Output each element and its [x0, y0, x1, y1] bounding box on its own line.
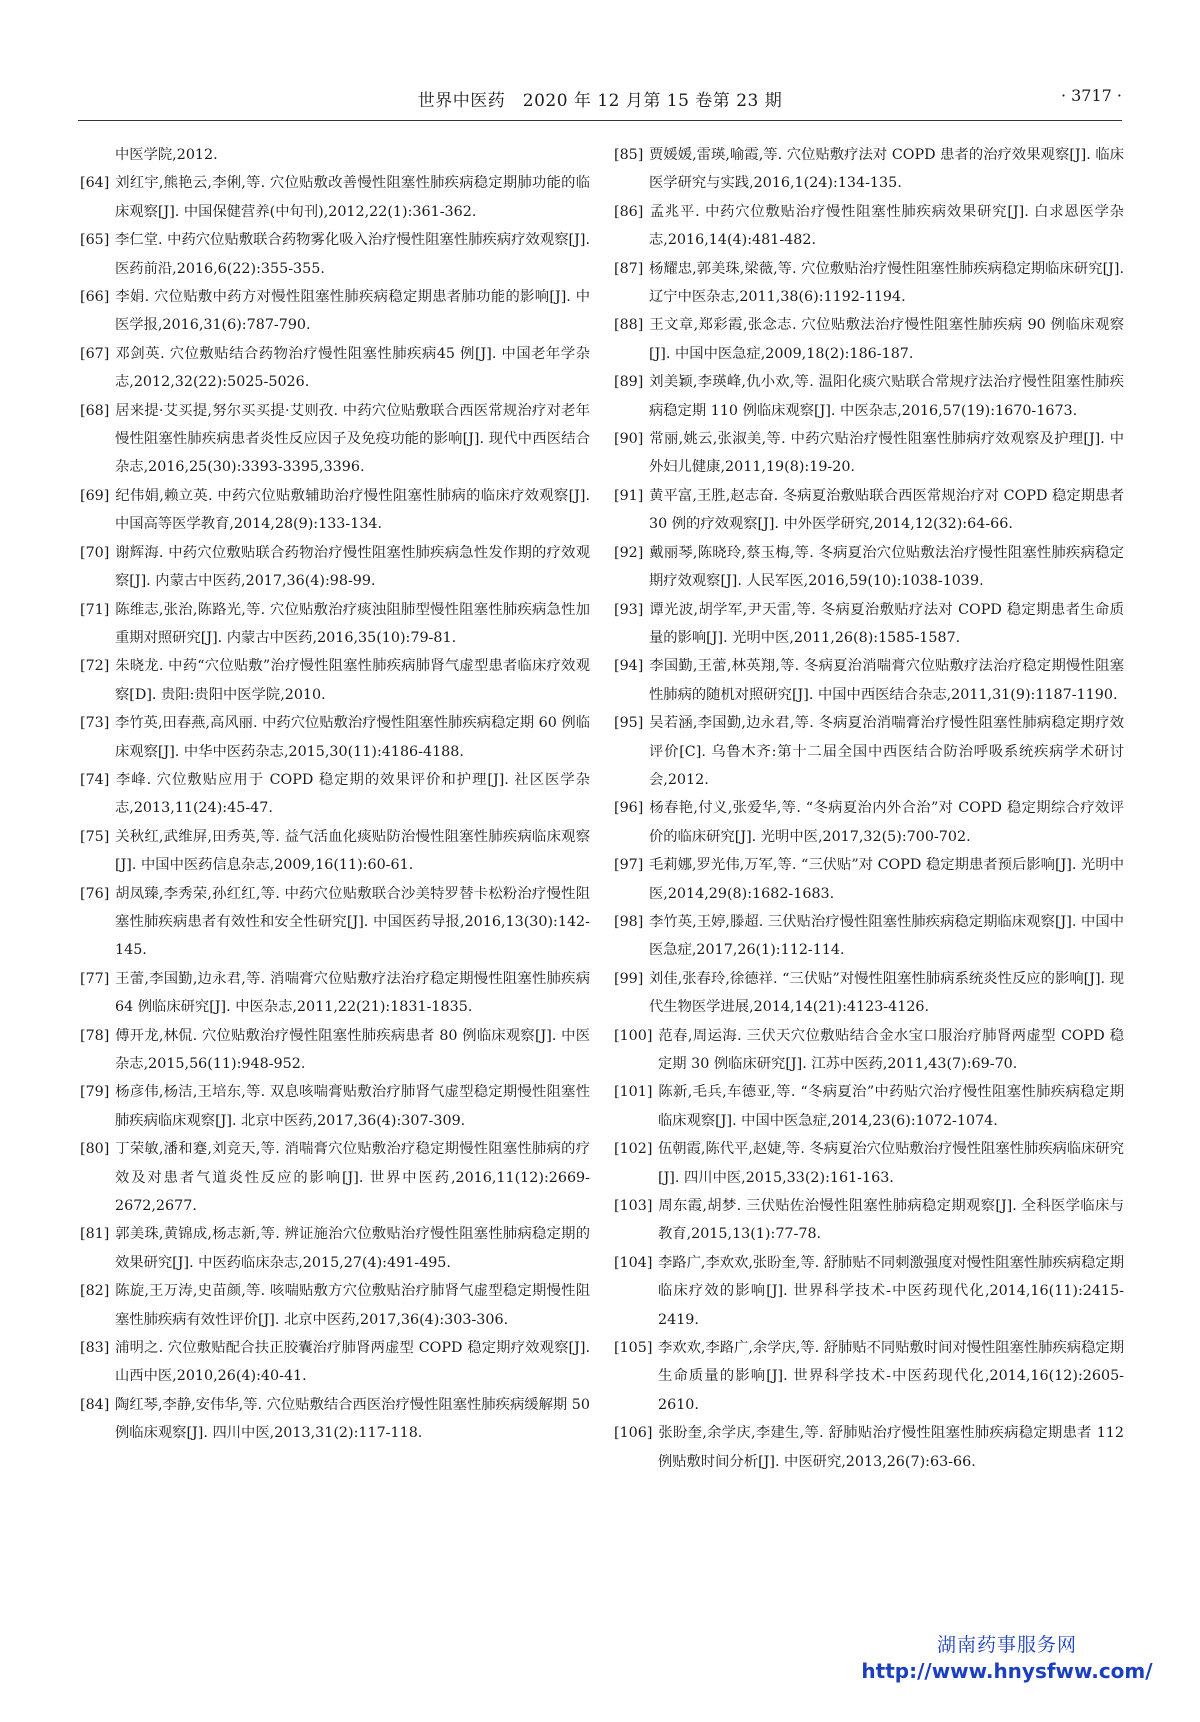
reference-text: 丁荣敏,潘和蹇,刘竞天,等. 消喘膏穴位贴敷治疗稳定期慢性阻塞性肺病的疗效及对患者气道炎性反应的影响[J]. 世界中医药,2016,11(12):2669-2672,2677. [115, 1141, 590, 1215]
right-column [614, 141, 1124, 1476]
reference-entry [614, 794, 1124, 851]
reference-entry [80, 1022, 590, 1079]
reference-entry [80, 226, 590, 283]
reference-number: [81] [80, 1226, 110, 1243]
reference-entry [614, 539, 1124, 596]
reference-text: 傅开龙,林侃. 穴位贴敷治疗慢性阻塞性肺疾病患者 80 例临床观察[J]. 中医杂志,2015,56(11):948-952. [115, 1027, 590, 1072]
reference-number: [99] [614, 970, 644, 987]
reference-entry [614, 1192, 1124, 1249]
reference-number: [94] [614, 658, 644, 675]
reference-entry [80, 340, 590, 397]
reference-text: 刘美颖,李瑛峰,仇小欢,等. 温阳化痰穴贴联合常规疗法治疗慢性阻塞性肺疾病稳定期 110 例临床观察[J]. 中医杂志,2016,57(19):1670-1673. [649, 374, 1124, 419]
reference-text: 关秋红,武维屏,田秀英,等. 益气活血化痰贴防治慢性阻塞性肺疾病临床观察[J]. 中国中医药信息杂志,2009,16(11):60-61. [115, 828, 590, 874]
reference-entry [614, 908, 1124, 965]
reference-text: 陶红琴,李静,安伟华,等. 穴位贴敷结合西医治疗慢性阻塞性肺疾病缓解期 50 例临床观察[J]. 四川中医,2013,31(2):117-118. [115, 1396, 590, 1442]
reference-text: 邓剑英. 穴位敷贴结合药物治疗慢性阻塞性肺疾病45 例[J]. 中国老年学杂志,2012,32(22):5025-5026. [115, 345, 590, 391]
reference-number: [75] [80, 828, 110, 845]
reference-number: [87] [614, 260, 644, 277]
reference-entry [614, 1135, 1124, 1192]
running-header [78, 78, 1122, 121]
reference-text: 常丽,姚云,张淑美,等. 中药穴贴治疗慢性阻塞性肺病疗效观察及护理[J]. 中外妇儿健康,2011,19(8):19-20. [649, 431, 1124, 476]
watermark-site-name: 湖南药事服务网 [936, 1634, 1077, 1656]
reference-number: [72] [80, 658, 110, 675]
reference-number: [97] [614, 857, 644, 874]
reference-entry [80, 965, 590, 1022]
reference-number: [80] [80, 1141, 110, 1158]
reference-number: [95] [614, 715, 644, 732]
reference-number: [66] [80, 289, 110, 306]
reference-number: [77] [80, 970, 110, 987]
reference-entry [80, 596, 590, 653]
reference-text: 王蕾,李国勤,边永君,等. 消喘膏穴位贴敷疗法治疗稳定期慢性阻塞性肺疾病 64 例临床研究[J]. 中医杂志,2011,22(21):1831-1835. [115, 970, 590, 1016]
reference-number: [84] [80, 1396, 110, 1413]
watermark [852, 1632, 1162, 1684]
reference-number: [102] [614, 1141, 653, 1158]
reference-text: 刘佳,张春玲,徐德祥. “三伏贴”对慢性阻塞性肺病系统炎性反应的影响[J]. 现代生物医学进展,2014,14(21):4123-4126. [649, 970, 1124, 1016]
reference-entry [614, 1334, 1124, 1419]
reference-text: 浦明之. 穴位敷贴配合扶正胶囊治疗肺肾两虚型 COPD 稳定期疗效观察[J]. 山西中医,2010,26(4):40-41. [115, 1340, 590, 1385]
reference-entry [80, 652, 590, 709]
reference-number: [78] [80, 1027, 110, 1044]
reference-entry [80, 709, 590, 766]
journal-issue-line: 世界中医药 2020 年 12 月第 15 卷第 23 期 [417, 91, 783, 111]
reference-entry [80, 1277, 590, 1334]
page-number: · 3717 · [1060, 86, 1122, 105]
reference-number: [79] [80, 1084, 110, 1101]
reference-number: [74] [80, 771, 110, 788]
reference-number: [82] [80, 1283, 110, 1300]
reference-text: 谭光波,胡学军,尹天雷,等. 冬病夏治敷贴疗法对 COPD 稳定期患者生命质量的影响[J]. 光明中医,2011,26(8):1585-1587. [649, 601, 1124, 646]
reference-text: 王文章,郑彩霞,张念志. 穴位贴敷法治疗慢性阻塞性肺疾病 90 例临床观察[J]. 中国中医急症,2009,18(2):186-187. [649, 317, 1124, 362]
reference-number: [88] [614, 317, 644, 334]
reference-number: [70] [80, 544, 110, 561]
reference-entry [614, 1249, 1124, 1334]
reference-number: [73] [80, 715, 110, 732]
reference-entry [80, 1078, 590, 1135]
reference-text: 谢辉海. 中药穴位敷贴联合药物治疗慢性阻塞性肺疾病急性发作期的疗效观察[J]. 内蒙古中医药,2017,36(4):98-99. [115, 544, 590, 590]
reference-text: 黄平富,王胜,赵志奋. 冬病夏治敷贴联合西医常规治疗对 COPD 稳定期患者 30 例的疗效观察[J]. 中外医学研究,2014,12(32):64-66. [649, 487, 1124, 533]
reference-entry [80, 482, 590, 539]
reference-entry [80, 539, 590, 596]
right-reference-list [614, 141, 1124, 1476]
reference-text: 李欢欢,李路广,余学庆,等. 舒肺贴不同贴敷时间对慢性阻塞性肺疾病稳定期生命质量的影响[J]. 世界科学技术-中医药现代化,2014,16(12):2605-2610. [658, 1340, 1124, 1413]
reference-text: 胡凤臻,李秀荣,孙红红,等. 中药穴位贴敷联合沙美特罗替卡松粉治疗慢性阻塞性肺疾病患者有效性和安全性研究[J]. 中国医药导报,2016,13(30):142-145. [115, 885, 590, 959]
reference-entry [614, 709, 1124, 794]
reference-entry [614, 1022, 1124, 1079]
reference-text: 陈维志,张治,陈路光,等. 穴位贴敷治疗痰浊阻肺型慢性阻塞性肺疾病急性加重期对照研究[J]. 内蒙古中医药,2016,35(10):79-81. [115, 601, 590, 646]
reference-text: 郭美珠,黄锦成,杨志新,等. 辨证施治穴位敷贴治疗慢性阻塞性肺病稳定期的效果研究[J]. 中医药临床杂志,2015,27(4):491-495. [115, 1226, 590, 1271]
reference-text: 居来提·艾买提,努尔买买提·艾则孜. 中药穴位贴敷联合西医常规治疗对老年慢性阻塞性肺疾病患者炎性反应因子及免疫功能的影响[J]. 现代中西医结合杂志,2016,25(30):3393-3395,3396. [115, 402, 590, 476]
reference-number: [106] [614, 1425, 653, 1442]
reference-number: [71] [80, 601, 110, 618]
reference-number: [103] [614, 1198, 653, 1215]
reference-text: 朱晓龙. 中药“穴位贴敷”治疗慢性阻塞性肺疾病肺肾气虚型患者临床疗效观察[D]. 贵阳:贵阳中医学院,2010. [115, 658, 590, 703]
reference-number: [68] [80, 402, 110, 419]
reference-number: [64] [80, 175, 110, 192]
reference-text: 贾媛媛,雷瑛,喻霞,等. 穴位贴敷疗法对 COPD 患者的治疗效果观察[J]. 临床医学研究与实践,2016,1(24):134-135. [649, 147, 1124, 192]
reference-number: [67] [80, 345, 110, 362]
reference-entry [80, 1135, 590, 1220]
reference-entry [614, 652, 1124, 709]
reference-number: [76] [80, 885, 110, 902]
reference-entry [80, 880, 590, 965]
reference-text: 李国勤,王蕾,林英翔,等. 冬病夏治消喘膏穴位贴敷疗法治疗稳定期慢性阻塞性肺病的随机对照研究[J]. 中国中西医结合杂志,2011,31(9):1187-1190. [649, 658, 1124, 703]
reference-text: 范春,周运海. 三伏天穴位敷贴结合金水宝口服治疗肺肾两虚型 COPD 稳定期 30 例临床研究[J]. 江苏中医药,2011,43(7):69-70. [658, 1027, 1124, 1072]
reference-text: 吴若涵,李国勤,边永君,等. 冬病夏治消喘膏治疗慢性阻塞性肺病稳定期疗效评价[C]. 乌鲁木齐:第十二届全国中西医结合防治呼吸系统疾病学术研讨会,2012. [649, 715, 1124, 788]
reference-text: 周东霞,胡梦. 三伏贴佐治慢性阻塞性肺病稳定期观察[J]. 全科医学临床与教育,2015,13(1):77-78. [658, 1198, 1124, 1243]
reference-number: [100] [614, 1027, 653, 1044]
reference-number: [104] [614, 1254, 653, 1271]
reference-entry [80, 169, 590, 226]
reference-number: [96] [614, 800, 644, 817]
reference-text: 李仁堂. 中药穴位贴敷联合药物雾化吸入治疗慢性阻塞性肺疾病疗效观察[J]. 医药前沿,2016,6(22):355-355. [115, 232, 590, 277]
reference-entry [614, 1078, 1124, 1135]
reference-text: 刘红宇,熊艳云,李俐,等. 穴位贴敷改善慢性阻塞性肺疾病稳定期肺功能的临床观察[J]. 中国保健营养(中旬刊),2012,22(1):361-362. [115, 175, 590, 220]
reference-number: [93] [614, 601, 644, 618]
reference-number: [89] [614, 374, 644, 391]
reference-entry [80, 1220, 590, 1277]
reference-text: 孟兆平. 中药穴位敷贴治疗慢性阻塞性肺疾病效果研究[J]. 白求恩医学杂志,2016,14(4):481-482. [649, 203, 1124, 249]
reference-entry [80, 766, 590, 823]
reference-text: 杨春艳,付义,张爱华,等. “冬病夏治内外合治”对 COPD 稳定期综合疗效评价的临床研究[J]. 光明中医,2017,32(5):700-702. [649, 800, 1124, 845]
reference-entry [80, 1334, 590, 1391]
reference-text: 毛莉娜,罗光伟,万军,等. “三伏贴”对 COPD 稳定期患者预后影响[J]. 光明中医,2014,29(8):1682-1683. [649, 857, 1124, 902]
reference-text: 李竹英,田春燕,高风丽. 中药穴位贴敷治疗慢性阻塞性肺疾病稳定期 60 例临床观察[J]. 中华中医药杂志,2015,30(11):4186-4188. [115, 715, 590, 760]
reference-entry [614, 141, 1124, 198]
reference-entry [614, 311, 1124, 368]
reference-entry [614, 425, 1124, 482]
reference-entry [80, 283, 590, 340]
reference-number: [85] [614, 147, 644, 163]
reference-number: [105] [614, 1340, 653, 1357]
reference-entry [614, 198, 1124, 255]
reference-entry [614, 965, 1124, 1022]
reference-number: [90] [614, 431, 644, 448]
reference-number: [98] [614, 913, 644, 930]
reference-continuation: 中医学院,2012. [115, 147, 218, 163]
reference-number: [92] [614, 544, 644, 561]
reference-text: 纪伟娟,赖立英. 中药穴位贴敷辅助治疗慢性阻塞性肺病的临床疗效观察[J]. 中国高等医学教育,2014,28(9):133-134. [115, 487, 590, 533]
left-column [80, 141, 590, 1448]
reference-entry [80, 1391, 590, 1448]
reference-number: [101] [614, 1084, 653, 1101]
reference-number: [65] [80, 232, 110, 249]
reference-text: 杨彦伟,杨洁,王培东,等. 双息咳喘膏贴敷治疗肺肾气虚型稳定期慢性阻塞性肺疾病临床观察[J]. 北京中医药,2017,36(4):307-309. [115, 1084, 590, 1129]
reference-number: [83] [80, 1340, 110, 1357]
reference-text: 李峰. 穴位敷贴应用于 COPD 稳定期的效果评价和护理[J]. 社区医学杂志,2013,11(24):45-47. [115, 771, 590, 817]
watermark-url: http://www.hnysfww.com/ [861, 1659, 1153, 1683]
reference-entry [614, 482, 1124, 539]
reference-entry [614, 851, 1124, 908]
reference-number: [91] [614, 487, 644, 504]
reference-text: 陈新,毛兵,车德亚,等. “冬病夏治”中药贴穴治疗慢性阻塞性肺疾病稳定期临床观察[J]. 中国中医急症,2014,23(6):1072-1074. [658, 1084, 1124, 1129]
reference-entry [614, 255, 1124, 312]
reference-text: 戴丽琴,陈晓玲,蔡玉梅,等. 冬病夏治穴位贴敷法治疗慢性阻塞性肺疾病稳定期疗效观察[J]. 人民军医,2016,59(10):1038-1039. [649, 544, 1124, 590]
reference-number: [69] [80, 487, 110, 504]
reference-entry [80, 823, 590, 880]
reference-text: 李竹英,王婷,滕超. 三伏贴治疗慢性阻塞性肺疾病稳定期临床观察[J]. 中国中医急症,2017,26(1):112-114. [649, 913, 1124, 959]
reference-text: 李娟. 穴位贴敷中药方对慢性阻塞性肺疾病稳定期患者肺功能的影响[J]. 中医学报,2016,31(6):787-790. [115, 289, 590, 334]
reference-number: [86] [614, 203, 644, 220]
reference-text: 李路广,李欢欢,张盼奎,等. 舒肺贴不同刺激强度对慢性阻塞性肺疾病稳定期临床疗效的影响[J]. 世界科学技术-中医药现代化,2014,16(11):2415-2419. [658, 1254, 1124, 1328]
reference-entry [614, 1419, 1124, 1476]
reference-text: 陈旋,王万涛,史苗颜,等. 咳喘贴敷方穴位敷贴治疗肺肾气虚型稳定期慢性阻塞性肺疾病有效性评价[J]. 北京中医药,2017,36(4):303-306. [115, 1283, 590, 1328]
reference-text: 张盼奎,余学庆,李建生,等. 舒肺贴治疗慢性阻塞性肺疾病稳定期患者 112 例贴敷时间分析[J]. 中医研究,2013,26(7):63-66. [658, 1425, 1124, 1470]
reference-entry [614, 368, 1124, 425]
reference-text: 伍朝霞,陈代平,赵婕,等. 冬病夏治穴位贴敷治疗慢性阻塞性肺疾病临床研究[J]. 四川中医,2015,33(2):161-163. [658, 1141, 1124, 1186]
left-reference-list [80, 169, 590, 1447]
reference-entry [80, 397, 590, 482]
reference-text: 杨耀忠,郭美珠,梁薇,等. 穴位敷贴治疗慢性阻塞性肺疾病稳定期临床研究[J]. 辽宁中医杂志,2011,38(6):1192-1194. [649, 260, 1124, 306]
reference-entry [614, 596, 1124, 653]
